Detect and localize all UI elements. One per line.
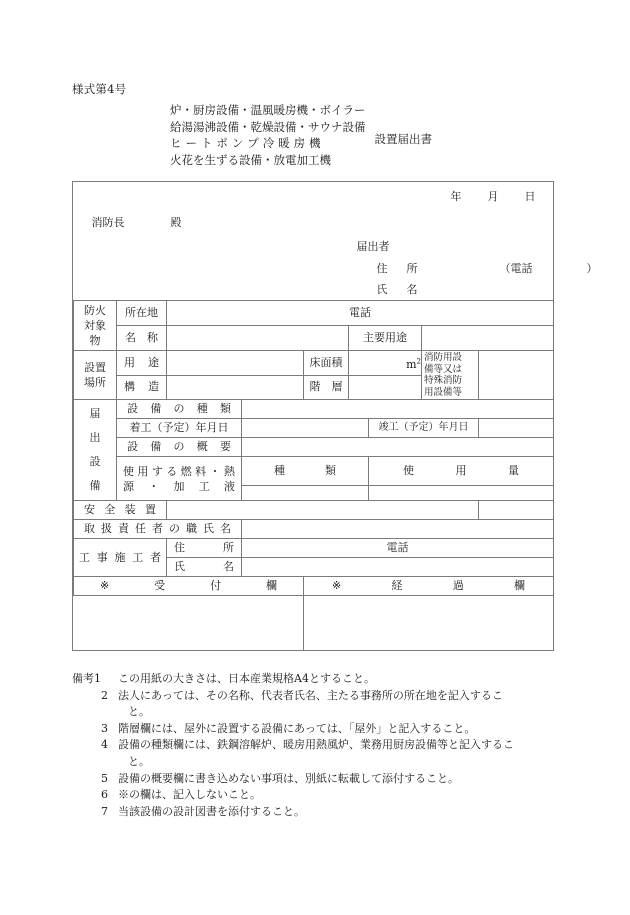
setchi-floorarea-label	[304, 351, 349, 376]
table-row-manager	[74, 520, 554, 539]
bouka-mainuse-label-text: 主要用途	[363, 331, 407, 344]
fuel-label	[117, 457, 242, 501]
receipt-char: 欄	[265, 579, 277, 592]
setchi-label-line: 設置	[84, 361, 106, 374]
remark-text: 階層欄には、屋外に設置する設備にあっては、「屋外」と記入すること。	[118, 721, 476, 735]
setchi-floor-label-text: 階 層	[309, 380, 343, 394]
title-suffix: 設置届出書	[374, 132, 432, 146]
date-day-label: 日	[524, 190, 536, 203]
bouka-location-value[interactable]	[167, 301, 554, 326]
safety-char: 置	[144, 503, 156, 516]
title-line-3-char: ト	[200, 136, 213, 150]
fuel-char: す	[151, 464, 163, 478]
fuel-amount-header	[369, 457, 554, 486]
table-row-safety-device	[74, 501, 554, 520]
equipment-type-char: 備	[150, 402, 162, 415]
title-line-4-char: る	[227, 152, 239, 167]
fuel-char: 源	[123, 479, 134, 493]
progress-char: 経	[391, 579, 403, 592]
addressee-line	[92, 216, 182, 230]
remark-number: 2	[101, 688, 108, 702]
manager-char: 者	[152, 522, 163, 535]
title-line-3-char: 房	[293, 136, 306, 150]
setchi-structure-label-text	[117, 378, 166, 396]
contractor-name-char: 氏	[174, 560, 185, 573]
title-line-4-char: 火	[170, 152, 182, 167]
area-unit-label: $m^2$	[406, 356, 421, 371]
manager-char: 名	[220, 522, 231, 535]
setchi-group-label	[74, 351, 117, 400]
title-line-4-char: 備	[250, 152, 262, 167]
bouka-group-label	[74, 301, 117, 351]
phone-close-label: ）	[586, 262, 598, 275]
title-line-3-char: ヒ	[170, 136, 182, 150]
start-date-value[interactable]	[242, 419, 369, 438]
setchi-use-label	[117, 351, 167, 376]
remark-number: 6	[101, 788, 108, 802]
phone-group	[500, 262, 598, 276]
equipment-outline-char: 設	[127, 440, 138, 453]
title-line-4	[170, 152, 331, 169]
receipt-char: 受	[154, 579, 166, 592]
equipment-outline-char: 備	[150, 440, 162, 453]
equipment-type-char: 種	[196, 402, 208, 415]
title-line-3-char: 冷	[262, 136, 275, 150]
manager-char: の	[169, 522, 180, 535]
fuel-char: 熱	[223, 464, 235, 478]
remark-number: 3	[101, 721, 108, 735]
contractor-char: 者	[150, 550, 161, 564]
fuel-char: ・	[209, 464, 221, 478]
equipment-outline-char: 概	[196, 440, 208, 453]
manager-char: 責	[118, 522, 129, 535]
applicant-name-label: 氏 名	[376, 283, 422, 296]
fire-equipment-label-line: 消防用設	[424, 352, 463, 363]
bouka-group-label-text	[74, 301, 116, 350]
fuel-char: 液	[224, 479, 235, 493]
remark-item	[72, 737, 562, 754]
contractor-name-label	[167, 558, 242, 577]
title-line-4-char: 工	[308, 152, 320, 167]
table-row-contractor-address	[74, 539, 554, 558]
main-form-table	[72, 181, 598, 651]
title-line-4-char: 加	[296, 152, 308, 167]
contractor-group-label-text	[74, 549, 166, 567]
safety-device-label	[74, 501, 167, 520]
form-number: 様式第4号	[72, 82, 127, 96]
title-line-3-char: 機	[309, 136, 321, 150]
title-line-4-char: 設	[239, 152, 251, 167]
table-row-construction-dates	[74, 419, 554, 438]
honorific-label: 殿	[170, 216, 182, 229]
progress-char: 過	[452, 579, 464, 592]
fuel-label-line-1	[123, 464, 235, 479]
progress-column-label-text	[304, 577, 553, 595]
setchi-label-line: 場所	[84, 376, 106, 389]
table-row-fuel-header	[74, 457, 554, 486]
setchi-use-label-text	[117, 354, 166, 372]
safety-char: 全	[104, 503, 116, 516]
setchi-use-char: 途	[148, 355, 159, 369]
date-year-label: 年	[450, 190, 462, 203]
todokede-group-label	[74, 400, 117, 501]
setchi-structure-value[interactable]	[167, 375, 304, 400]
document-title-block	[170, 102, 432, 168]
remark-number: 5	[101, 771, 108, 785]
fuel-amount-char: 使	[403, 463, 414, 477]
bouka-location-tel-label: 電話	[349, 306, 371, 319]
setchi-floorarea-label-text: 床面積	[309, 355, 343, 369]
remark-item	[72, 804, 562, 821]
applicant-label: 届出者	[356, 240, 390, 253]
fire-equipment-label-line: 備等又は	[424, 363, 463, 375]
fuel-char: 工	[198, 479, 210, 493]
remark-text: ※の欄は、記入しないこと。	[118, 788, 261, 802]
receipt-char: 付	[210, 579, 222, 592]
fuel-char: 使	[123, 464, 134, 478]
setchi-structure-char: 造	[148, 380, 159, 394]
remark-continuation: と。	[128, 754, 150, 768]
table-row-official-values	[74, 596, 554, 651]
fuel-char: 用	[137, 464, 149, 478]
fuel-kind-header	[242, 457, 369, 486]
bouka-name-label-text: 名 称	[125, 331, 158, 344]
remark-item	[72, 771, 562, 788]
equipment-type-char: 設	[127, 402, 138, 415]
safety-char: 安	[84, 503, 95, 516]
contractor-group-label	[74, 539, 167, 577]
contractor-char: 工	[132, 550, 144, 564]
bouka-label-line: 物	[89, 334, 101, 347]
fuel-char: 加	[173, 479, 185, 493]
receipt-column-value[interactable]	[74, 596, 304, 651]
bouka-label-line: 対象	[84, 319, 106, 332]
setchi-floor-value[interactable]	[349, 375, 422, 400]
title-line-4-char: ・	[262, 152, 274, 167]
contractor-address-value[interactable]	[242, 539, 554, 558]
setchi-group-label-text	[74, 358, 116, 392]
progress-char: ※	[332, 579, 342, 592]
contractor-char: 工	[79, 550, 90, 564]
phone-open-label: （電話	[499, 262, 533, 275]
contractor-name-value[interactable]	[242, 558, 554, 577]
bouka-location-label	[117, 301, 167, 326]
table-row-bouka-name	[74, 326, 554, 351]
remark-text: 当該設備の設計図書を添付すること。	[118, 804, 305, 818]
manager-char: 任	[135, 522, 146, 535]
fuel-kind-char: 種	[274, 463, 285, 477]
title-lines	[170, 102, 366, 168]
address-label: 住 所	[376, 262, 422, 275]
bouka-location-label-text: 所在地	[125, 306, 158, 319]
title-line-3-char: プ	[247, 136, 259, 150]
remark-number: 7	[101, 804, 108, 818]
title-line-4-char: ず	[216, 152, 228, 167]
remark-item	[72, 721, 562, 738]
fuel-char: 燃	[180, 464, 192, 478]
contractor-address-char: 所	[223, 541, 234, 554]
fire-equipment-value[interactable]	[479, 351, 554, 400]
contractor-name-char: 名	[223, 560, 234, 573]
equipment-type-value[interactable]	[242, 400, 554, 419]
title-line-4-char: 花	[181, 152, 193, 167]
setchi-structure-char: 構	[124, 380, 135, 394]
table-row-header	[74, 182, 554, 301]
safety-device-label-text	[74, 501, 166, 519]
progress-char: 欄	[513, 579, 525, 592]
title-line-4-char: 生	[204, 152, 216, 167]
fuel-amount-header-text	[369, 462, 553, 480]
bouka-name-label	[117, 326, 167, 351]
setchi-use-char: 用	[124, 355, 135, 369]
header-cell	[74, 182, 598, 301]
receipt-char: ※	[100, 579, 110, 592]
header-content	[74, 182, 598, 300]
equipment-outline-char: の	[173, 440, 185, 453]
manager-label	[74, 520, 242, 539]
fuel-kind-char: 類	[325, 463, 336, 477]
todokede-label-line: 備	[89, 479, 101, 492]
bouka-mainuse-value[interactable]	[422, 326, 554, 351]
fire-equipment-label-text	[422, 351, 478, 399]
equipment-outline-label	[117, 438, 242, 457]
title-line-4-char: 電	[285, 152, 297, 167]
contractor-name-label-text	[167, 558, 241, 576]
fire-equipment-label-line: 用設備等	[424, 386, 463, 398]
manager-char: 職	[186, 522, 197, 535]
equipment-type-char: の	[173, 402, 185, 415]
fuel-label-text	[117, 462, 241, 496]
remark-number: 4	[101, 738, 108, 752]
todokede-group-label-text	[74, 400, 116, 500]
todokede-label-line: 届	[89, 407, 101, 420]
contractor-address-label	[167, 539, 242, 558]
contractor-char: 事	[96, 550, 108, 564]
table-row-official-headers	[74, 577, 554, 596]
fire-equipment-label-line: 特殊消防	[424, 375, 463, 386]
manager-char: 扱	[101, 522, 112, 535]
contractor-address-label-text	[167, 539, 241, 557]
fuel-kind-header-text	[242, 462, 368, 480]
date-line	[451, 190, 536, 204]
remark-item	[72, 671, 562, 688]
manager-value[interactable]	[242, 520, 554, 539]
remark-text: 法人にあっては、その名称、代表者氏名、主たる事務所の所在地を記入するこ	[118, 688, 503, 702]
remark-continuation: と。	[128, 705, 150, 719]
table-row-setchi-use	[74, 351, 554, 376]
title-line-2: 給湯湯沸設備・乾燥設備・サウナ設備	[170, 119, 366, 134]
contractor-address-char: 住	[174, 541, 185, 554]
title-line-4-char: 機	[319, 152, 331, 167]
bouka-label-line: 防火	[84, 304, 106, 317]
remark-item	[72, 688, 562, 705]
todokede-label-line: 設	[89, 455, 101, 468]
title-line-4-char: を	[193, 152, 205, 167]
start-date-label	[117, 419, 242, 438]
remark-text: 設備の概要欄に書き込めない事項は、別紙に転載して添付すること。	[118, 771, 459, 785]
table-row-equipment-outline	[74, 438, 554, 457]
form-table	[73, 182, 598, 650]
fuel-amount-value[interactable]	[369, 485, 554, 500]
todokede-label-line: 出	[89, 431, 101, 444]
equipment-type-label	[117, 400, 242, 419]
fuel-char: ・	[148, 479, 160, 493]
manager-char: 取	[84, 522, 95, 535]
bouka-name-value[interactable]	[167, 326, 349, 351]
fuel-label-line-2	[123, 479, 235, 494]
safety-char: 装	[124, 503, 136, 516]
title-line-3-char: 暖	[278, 136, 290, 150]
table-row-bouka-location	[74, 301, 554, 326]
completion-date-value[interactable]	[479, 419, 554, 438]
equipment-outline-label-text	[117, 438, 241, 456]
title-line-3-char: ポ	[216, 136, 228, 150]
setchi-floor-label	[304, 375, 349, 400]
fire-chief-label: 消防長	[91, 216, 125, 229]
remarks-heading: 備考1	[72, 672, 101, 685]
setchi-use-value[interactable]	[167, 351, 304, 376]
equipment-outline-value[interactable]	[242, 438, 554, 457]
start-date-label-text: 着工（予定）年月日	[129, 421, 229, 434]
remarks-section	[72, 671, 562, 820]
remark-text: この用紙の大きさは、日本産業規格A4とすること。	[118, 672, 375, 685]
safety-device-value[interactable]	[167, 501, 479, 520]
table-row-equipment-type	[74, 400, 554, 419]
fuel-kind-value[interactable]	[242, 485, 369, 500]
equipment-type-char: 類	[220, 402, 231, 415]
fuel-char: 料	[195, 464, 207, 478]
title-line-1: 炉・厨房設備・温風暖房機・ボイラー	[170, 103, 366, 117]
manager-label-text	[74, 520, 241, 538]
progress-column-label	[304, 577, 554, 596]
receipt-column-label-text	[74, 577, 303, 595]
remark-text: 設備の種類欄には、鉄鋼溶解炉、暖房用熱風炉、業務用厨房設備等と記入するこ	[118, 738, 514, 752]
manager-char: 氏	[203, 522, 214, 535]
applicant-address-line	[377, 262, 598, 276]
completion-date-label-text: 竣工（予定）年月日	[378, 422, 469, 433]
contractor-char: 施	[114, 550, 126, 564]
fuel-char: る	[166, 464, 178, 478]
title-line-3	[170, 135, 321, 152]
setchi-structure-label	[117, 375, 167, 400]
receipt-column-label	[74, 577, 304, 596]
completion-date-label	[369, 419, 479, 438]
title-line-3-char: ン	[231, 136, 244, 150]
equipment-type-label-text	[117, 400, 241, 418]
remark-item	[72, 787, 562, 804]
progress-column-value[interactable]	[304, 596, 554, 651]
setchi-floorarea-value[interactable]	[349, 351, 422, 376]
date-month-label: 月	[487, 190, 499, 203]
contractor-tel-label: 電話	[386, 541, 409, 554]
title-line-3-char: ー	[185, 136, 197, 150]
equipment-outline-char: 要	[220, 440, 231, 453]
fire-equipment-label	[422, 351, 479, 400]
bouka-mainuse-label	[349, 326, 422, 351]
fuel-amount-char: 量	[508, 463, 519, 477]
fuel-amount-char: 用	[455, 463, 467, 477]
title-line-4-char: 放	[273, 152, 285, 167]
